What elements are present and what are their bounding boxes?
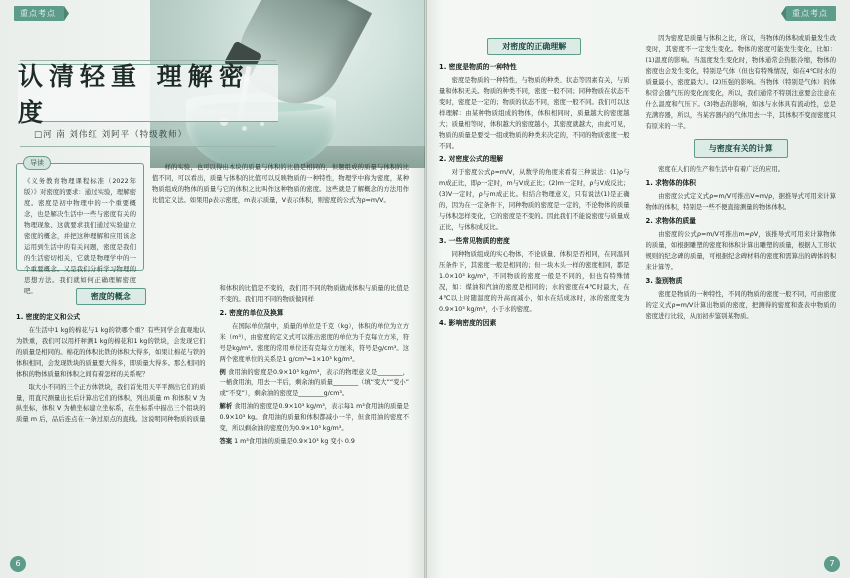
byline: □河 南 刘伟红 刘阿平（特级教师）	[34, 130, 188, 140]
right-body-text	[439, 34, 836, 329]
find-mass-para: 由密度的公式ρ=m/V可推出m=ρV，该推导式可用来计算物体的质量，如根据雕塑的密度和体积计算出雕塑的质量，根据人工形状规则的纪念碑的质量，可根据纪念碑材料的密度和需算出的碑体的积来计算等。	[645, 230, 836, 271]
right-body-columns	[439, 34, 836, 562]
answer-label: 答案	[219, 438, 233, 446]
subhead-units: 2. 密度的单位及换算	[219, 308, 284, 317]
subhead-common-densities: 3. 一些常见物质的密度	[439, 237, 510, 246]
section-heading-wrap-3	[646, 139, 837, 163]
analysis-label: 解析	[219, 403, 233, 411]
subhead-influencing-factors: 4. 影响密度的因素	[439, 318, 497, 327]
guide-badge: 导读	[23, 156, 51, 170]
example-label: 例	[219, 368, 226, 376]
subhead-find-mass: 2. 求物体的质量	[645, 217, 696, 226]
section-banner-right: 重点考点	[786, 6, 836, 21]
page-title: 认清轻重 理解密度	[18, 62, 250, 127]
guide-quote-box	[16, 159, 144, 296]
subhead-find-volume: 1. 求物体的体积	[645, 179, 696, 188]
characteristic-para: 密度是物质的一种特性，与物质的种类、状态等因素有关，与质量和体积无关。物质的种类不同，密度一般不同；同种物质在状态不变时，密度是一定的；物质的状态不同，密度一般不同。我们可以这样理解：由某种物质组成的物体，体积相同时，质量越大的密度越大；质量相等时，体积越大的密度越小，其密度就越大，由此可见，物质的质量是要受一组或物质的种类来决定的，不同的物质密度一般不同。	[439, 76, 630, 150]
example-block	[220, 368, 410, 401]
definition-para-1: 在生活中1 kg的棉花与1 kg的铁哪个重？有些同学会直观地认为铁重，我们可以用杆秤测1 kg的棉花和1 kg的铁块，会发现它们的质量是相同的。棉花的体积比铁的体积大得多，如果让棉花与铁的体积相同，会发现铁块的质量要大得多，即质量大得多。那么相同的体积的物体质量和体积之间有着怎样的关系呢？	[16, 326, 206, 378]
units-para-1: 在国际单位制中，质量的单位是千克（kg），体积的单位为立方米（m³），由密度的定义式可以推出密度的单位为千克每立方米，符号是kg/m³。密度的常用单位还有克每立方厘米，符号是g/cm³。这两个密度单位的关系是1 g/cm³=1×10³ kg/m³。	[219, 322, 409, 363]
influencing-factors-para: 因为密度是质量与体积之比，所以，当物体的体积或质量发生改变时，其密度不一定发生变化。物体的密度可能发生变化，比如：(1)温度的影响。当温度发生变化时，物体通常会热胀冷缩，物体的密度也会发生变化，特别是气体（但也有特殊情况，如在4℃时水的质量最小，密度最大）。(2)压强的影响。当物体（特别是气体）的体积常会随气压的变化而变化，所以，我们通常不特别注意要会注意在什么温度和气压下。(3)物态的影响，如冰与水体具有流动性，总是充满容器，所以，当某容器内的气体用去一半，其体积不变而密度只有原来的一半。	[645, 35, 836, 130]
answer-block	[220, 437, 410, 448]
subhead-characteristic: 1. 密度是物质的一种特性	[439, 63, 517, 71]
section-heading-correct-understanding: 对密度的正确理解	[487, 38, 581, 55]
common-densities-para: 同种物质组成的实心物体，不论质量、体积是否相同，在同温同压条件下，其密度一般是相同的；但一块木头一样的密度相同，都是1.0×10³ kg/m³，不同物质的密度一般是不同的，但也有特殊情况，如：煤油和汽油的密度是相同的；水的密度在4℃时最大，在4℃以上时随温度的升高而减小，如水在结成冰时，冰的密度变为0.9×10³ kg/m³，小于水的密度。	[439, 250, 630, 313]
intro-column	[152, 163, 409, 281]
find-volume-para: 由密度公式定义式ρ=m/V可推出V=m/ρ，据推导式可用来计算物体的体积，特别是一些不便直接测量的物体体积。	[645, 193, 836, 212]
answer-text: 1 m³食用油的质量是0.9×10³ kg 变小 0.9	[234, 438, 355, 446]
subhead-identify-substance: 3. 鉴别物质	[645, 276, 683, 285]
subhead-definition: 1. 密度的定义和公式	[16, 313, 81, 321]
section-heading-wrap	[16, 284, 206, 309]
example-text: 食用油的密度是0.9×10³ kg/m³，表示的物理意义是________，一桶食用油，用去一半后，剩余油的质量________（填“变大”“变小”或“不变”），剩余油的密度是________g/cm³。	[219, 368, 409, 398]
right-page	[425, 0, 850, 578]
left-body-columns	[16, 284, 409, 556]
page-number-left: 6	[10, 556, 26, 572]
guide-text: 《义务教育物理课程标准（2022年版）》对密度的要求：通过实验，理解密度。密度是初中物理中的一个重要概念，也是解决生活中一些与密度有关的物理现象、这就要求我们通过实验建立密度的概念，并把这种理解和应用该念运用到生活中的有关问题，密度是我们的生活密切相关，它就是物理学中的一个重要概念。又是我们分析学习物理的思想方法。我们就如何正确理解密度吧。	[24, 177, 136, 296]
intro-paragraph: 样的实验，也可以得出本块的质量与体积的比值是相同的，但题组成的质量与体积的比值不同，可以看出，质量与体积的比值可以反映物质的一种特性，物理学中称为密度，某种物质组成的物体的质量与它的体积之比叫作这种物质的密度。这些就是了解概念的方法用作比值定义法。如果用ρ表示密度，m表示质量，V表示体积，则密度的公式为ρ=m/V。	[152, 164, 409, 204]
subhead-formula-understanding: 2. 对密度公式的理解	[439, 155, 504, 164]
page-number-right: 7	[824, 556, 840, 572]
article-title-box	[18, 62, 278, 127]
definition-para-2: 取大小不同的三个正方体铁块，我们首先用天平平测出它们的质量，用直尺测量出长后计算出它们的体积，列出质量 m 和体积 V 为纵坐标，体积 V 为横坐标建立坐标系，在坐标系中描出三个铝块的质量 m 后，品后连点在一条过原点的直线。这说明同种物质的质量和体积的比值是不变的，我们用不同的物质做成体积与质量的比值是不变的。我们用不同的物质做同样	[16, 285, 409, 424]
identify-substance-para: 密度是物质的一种特性，不同的物质的密度一般不同，可由密度的定义式ρ=m/V计算出物质的密度，把测得的密度和查表中物质的密度进行比较，从而初步鉴别某物质。	[645, 290, 836, 320]
analysis-block	[220, 402, 410, 435]
formula-understanding-para: 对于密度公式ρ=m/V，从数学的角度来看有三种说法：(1)ρ与m成正比，即ρ一定时，m与V成正比；(2)m一定时，ρ与V成反比；(3)V一定时，ρ与m成正比。但结合物理意义，只有说法(1)是正确的，因为在一定条件下，同种物质的密度是一定的，不论物体的质量与体积怎样变化，它的密度是不变的。因此我们不能说密度与质量成正比，与体积成反比。	[439, 169, 630, 232]
section-heading-wrap-2	[439, 34, 630, 59]
section-heading-density-concept: 密度的概念	[76, 288, 146, 305]
title-rule-bottom	[20, 146, 276, 147]
calc-intro-para: 密度在人们的生产和生活中有着广泛的应用。	[658, 166, 785, 174]
analysis-text: 食用油的密度是0.9×10³ kg/m³，表示每1 m³食用油的质量是0.9×10³ kg。食用油的质量和体积都减小一半，但食用油的密度不变，所以剩余油的密度仍为0.9×10³ kg/m³。	[219, 403, 409, 433]
section-banner-left: 重点考点	[14, 6, 64, 21]
section-heading-calculations: 与密度有关的计算	[694, 139, 788, 159]
